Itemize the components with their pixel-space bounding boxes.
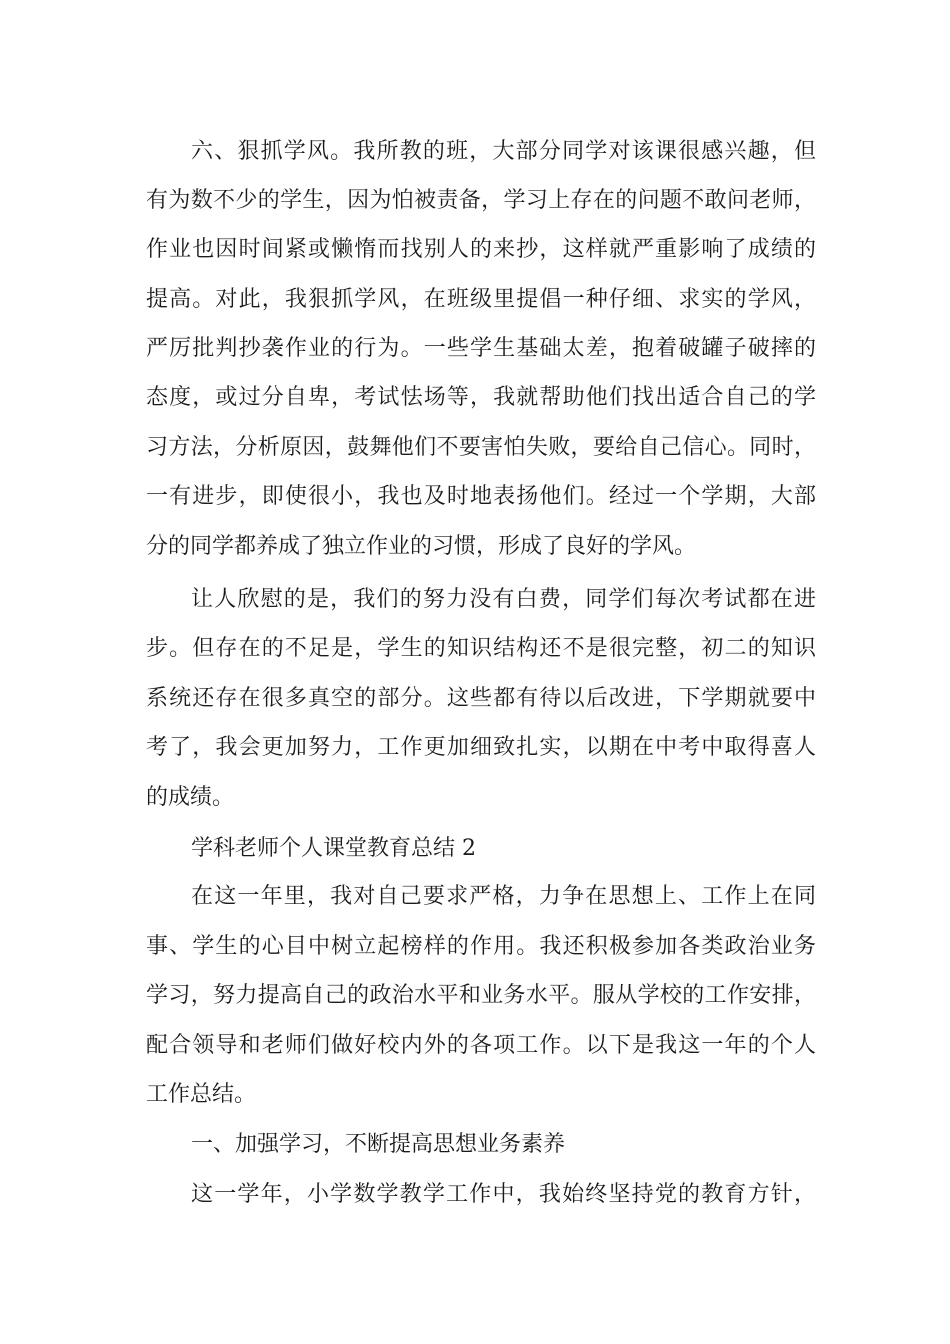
subheading: 一、加强学习，不断提高思想业务素养 xyxy=(191,1132,566,1157)
paragraph-1-line-6: 态度，或过分自卑，考试怯场等，我就帮助他们找出适合自己的学 xyxy=(146,385,816,410)
paragraph-2-line-4: 考了，我会更加努力，工作更加细致扎实，以期在中考中取得喜人 xyxy=(146,735,816,760)
paragraph-1-line-2: 有为数不少的学生，因为怕被责备，学习上存在的问题不敢问老师， xyxy=(146,188,816,213)
paragraph-2-line-2: 步。但存在的不足是，学生的知识结构还不是很完整，初二的知识 xyxy=(146,636,816,661)
paragraph-1-line-8: 一有进步，即使很小，我也及时地表扬他们。经过一个学期，大部 xyxy=(146,484,816,509)
paragraph-1-line-5: 严厉批判抄袭作业的行为。一些学生基础太差，抱着破罐子破摔的 xyxy=(146,336,816,361)
paragraph-1-line-4: 提高。对此，我狠抓学风，在班级里提倡一种仔细、求实的学风， xyxy=(146,287,816,312)
paragraph-2-line-3: 系统还存在很多真空的部分。这些都有待以后改进，下学期就要中 xyxy=(146,686,816,711)
paragraph-2-line-1: 让人欣慰的是，我们的努力没有白费，同学们每次考试都在进 xyxy=(191,587,816,612)
paragraph-3-line-1: 在这一年里，我对自己要求严格，力争在思想上、工作上在同 xyxy=(191,884,816,909)
paragraph-1-line-3: 作业也因时间紧或懒惰而找别人的来抄，这样就严重影响了成绩的 xyxy=(146,237,816,262)
paragraph-3-line-3: 学习，努力提高自己的政治水平和业务水平。服从学校的工作安排， xyxy=(146,983,816,1008)
paragraph-1-line-7: 习方法，分析原因，鼓舞他们不要害怕失败，要给自己信心。同时， xyxy=(146,435,816,460)
paragraph-3-line-2: 事、学生的心目中树立起榜样的作用。我还积极参加各类政治业务 xyxy=(146,934,816,959)
paragraph-3-line-4: 配合领导和老师们做好校内外的各项工作。以下是我这一年的个人 xyxy=(146,1033,816,1058)
paragraph-1-line-1: 六、狠抓学风。我所教的班，大部分同学对该课很感兴趣，但 xyxy=(191,139,816,164)
paragraph-2-line-5: 的成绩。 xyxy=(146,785,235,810)
paragraph-1-line-9: 分的同学都养成了独立作业的习惯，形成了良好的学风。 xyxy=(146,534,697,559)
section-title: 学科老师个人课堂教育总结 2 xyxy=(191,836,476,861)
paragraph-3-line-5: 工作总结。 xyxy=(146,1082,257,1107)
paragraph-4-line-1: 这一学年，小学数学教学工作中，我始终坚持党的教育方针， xyxy=(191,1182,816,1207)
